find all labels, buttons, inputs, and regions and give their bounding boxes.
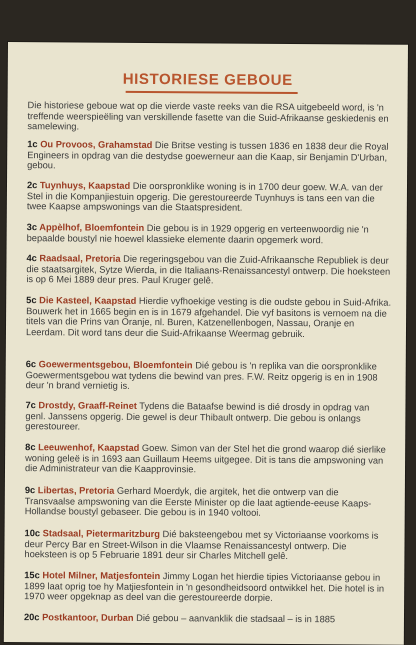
entry-15c — [24, 570, 389, 604]
entry-7c — [25, 400, 390, 434]
entry-5c — [26, 295, 391, 340]
entry-code: 9c — [24, 485, 36, 496]
entry-9c — [25, 485, 390, 519]
entry-text: Dié gebou is 'n replika van die oorspronklike Goewermentsgebou wat tydens die bewind van pres. F.W. Reitz opgerig is en in 1908 deur 'n brand vernietig is. — [25, 360, 378, 392]
entry-name: Appèlhof, Bloemfontein — [39, 222, 145, 233]
entry-name: Die Kasteel, Kaapstad — [39, 295, 137, 306]
entry-code: 1c — [27, 139, 38, 150]
entry-code: 15c — [24, 570, 40, 581]
entry-text: Die gebou is in 1929 opgerig en verteenwoordig nie 'n bepaalde boustyl nie hoewel klassieke elemente daarin opgemerk word. — [26, 222, 369, 245]
entry-3c — [27, 222, 392, 246]
entry-text: Gerhard Moerdyk, die argitek, het die ontwerp van die Transvaalse ampswoning van die Eerste Minister op die laat agtiende-eeuse Kaaps-Hollandse boustyl gebaseer. Die gebou is in 1940 voltooi. — [24, 485, 372, 518]
entry-code: 10c — [24, 528, 41, 539]
entry-code: 7c — [25, 400, 36, 411]
entry-code: 3c — [26, 222, 38, 233]
entry-name: Stadsaal, Pietermaritzburg — [42, 528, 161, 540]
entry-8c — [25, 442, 390, 476]
entry-name: Raadsaal, Pretoria — [39, 253, 121, 264]
entry-name: Drostdy, Graaff-Reinet — [38, 400, 137, 411]
entry-code: 6c — [25, 359, 37, 370]
entry-text: Goew. Simon van der Stel het die grond waarop dié sierlike woning geleë is in 1693 aan Guillaum Heems uitgegee. Dit is tans die ampswoning van die Administrateur van die Kaapprovinsie. — [24, 442, 386, 475]
intro-paragraph: Die historiese geboue wat op die vierde vaste reeks van die RSA uitgebeeld word, is 'n treffende weerspieëling van verskillende fasette van die Suid-Afrikaanse geskiedenis en samelewing. — [27, 100, 389, 132]
entry-code: 5c — [26, 295, 37, 306]
title-underline — [126, 91, 298, 94]
entry-name: Postkantoor, Durban — [42, 612, 134, 623]
entry-name: Tuynhuys, Kaapstad — [39, 180, 131, 191]
entry-code: 8c — [25, 442, 36, 453]
page-title: HISTORIESE GEBOUE — [122, 70, 293, 89]
entry-name: Ou Provoos, Grahamstad — [40, 139, 153, 151]
entry-code: 20c — [23, 612, 40, 623]
entry-name: Leeuwenhof, Kaapstad — [38, 442, 140, 453]
entry-text: Die Britse vesting is tussen 1836 en 1838 deur die Royal Engineers in opdrag van die destydse goewerneur aan die Kaap, sir Benjamin D'Urban, gebou. — [27, 140, 389, 171]
entry-4c — [26, 253, 391, 287]
entry-code: 2c — [26, 180, 38, 191]
stamp-booklet-page — [4, 42, 408, 645]
entry-text: Tydens die Bataafse bewind is dié drosdy in opdrag van genl. Janssens opgerig. Die gewel is deur Thibault ontwerp. Die gebou is onlangs gerestoureer. — [25, 400, 370, 432]
entry-code: 4c — [26, 253, 37, 264]
entry-text: Jimmy Logan het hierdie tipies Victoriaanse gebou in 1899 laat oprig toe hy Matjiesfontein in 'n gesondheidsoord ontwikkel het. Die hotel is in 1970 weer opgeknap as deel van die gerestoureerde dorpie. — [24, 571, 385, 604]
entry-10c — [24, 528, 389, 562]
entry-text: Dié gebou – aanvanklik die stadsaal – is in 1885 — [136, 612, 336, 625]
entry-1c — [27, 139, 392, 173]
entry-2c — [27, 180, 392, 214]
entry-name: Goewermentsgebou, Bloemfontein — [38, 359, 193, 371]
entry-name: Hotel Milner, Matjesfontein — [42, 570, 161, 582]
entry-text: Die oorspronklike woning is in 1700 deur goew. W.A. van der Stel in die Kompanjiestuin opgerig. Die gerestoureerde Tuynhuys is tans een van die twee Kaapse ampswonings van die Staatspresident. — [26, 180, 383, 213]
entry-text: Die regeringsgebou van die Zuid-Afrikaansche Republiek is deur die staatsargitek, Sytze Wierda, in die Italiaans-Renaissancestyl ontwerp. Die hoeksteen is op 6 Mei 1889 deur pres. Paul Kruger gelê. — [26, 253, 391, 286]
entry-text: Dié baksteengebou met sy Victoriaanse voorkoms is deur Percy Bar en Street-Wilson in die Vlaamse Renaissancestyl ontwerp. Die hoeksteen is op 5 Februarie 1891 deur sir Charles Mitchell gelê. — [24, 529, 379, 562]
entry-20c — [24, 612, 389, 625]
entry-text: Hierdie vyfhoekige vesting is die oudste gebou in Suid-Afrika. Bouwerk het in 1665 begin en is in 1679 afgehandel. Die vyf basitons is vernoem na die titels van die Prins van Oranje, nl. Buren, Katzenellenbogen, Nassau, Oranje en Leerdam. Dit word tans deur die Suid-Afrikaanse Weermag gebruik. — [25, 295, 392, 339]
entry-name: Libertas, Pretoria — [37, 485, 115, 496]
entry-6c — [26, 359, 391, 393]
